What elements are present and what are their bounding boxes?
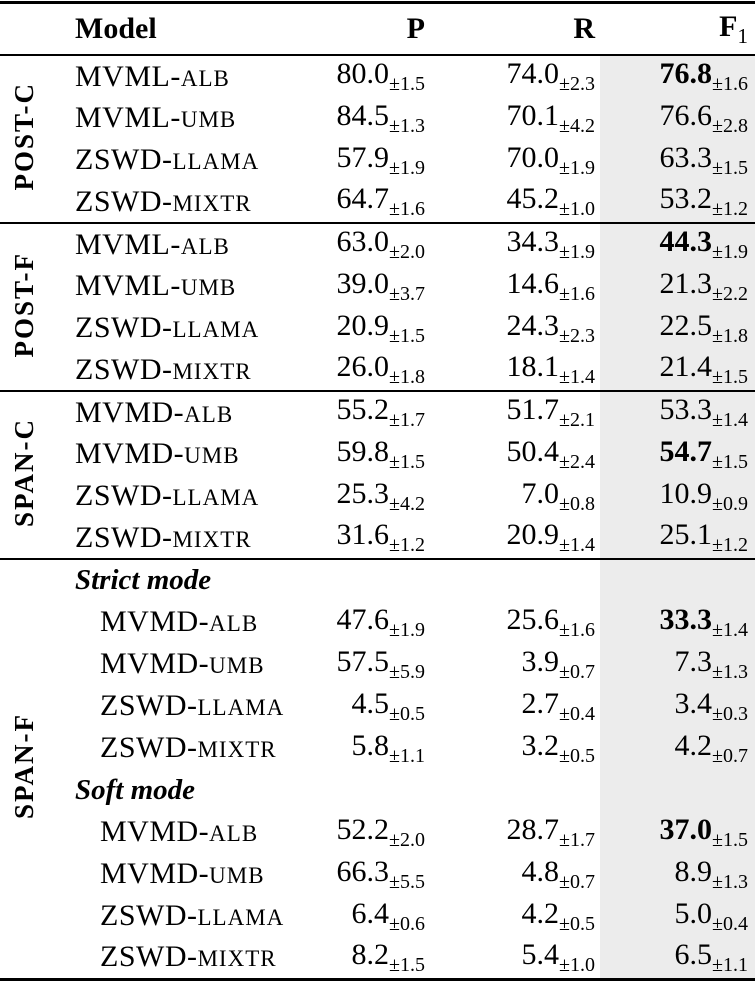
f1-stderr: ±1.3 bbox=[712, 660, 748, 683]
r-value: 70.0 bbox=[506, 140, 560, 174]
r-cell bbox=[430, 727, 600, 769]
f1-stderr: ±0.7 bbox=[712, 744, 748, 767]
model-suffix: LLAMA bbox=[197, 905, 285, 930]
f1-stderr: ±1.3 bbox=[712, 870, 748, 893]
table-row bbox=[0, 97, 755, 139]
r-value: 25.6 bbox=[506, 602, 560, 636]
p-cell bbox=[335, 265, 430, 307]
section-label-text: POST-F bbox=[8, 251, 39, 358]
model-suffix: ALB bbox=[180, 65, 230, 91]
model-main: ZSWD- bbox=[75, 479, 173, 512]
p-value: 31.6 bbox=[336, 518, 390, 551]
r-cell bbox=[430, 307, 600, 349]
f1-cell bbox=[600, 307, 755, 349]
r-stderr: ±1.4 bbox=[559, 366, 595, 388]
f1-cell bbox=[600, 391, 755, 433]
p-stderr: ±1.1 bbox=[389, 744, 425, 767]
table-row bbox=[0, 55, 755, 97]
f1-stderr: ±2.8 bbox=[712, 114, 748, 137]
f1-value: 21.3 bbox=[659, 266, 713, 300]
p-cell bbox=[335, 391, 430, 433]
model-cell bbox=[48, 643, 335, 685]
p-cell bbox=[335, 517, 430, 559]
f1-value: 25.1 bbox=[659, 518, 713, 551]
p-value: 57.5 bbox=[336, 644, 390, 678]
model-cell bbox=[48, 223, 335, 265]
model-suffix: ALB bbox=[209, 821, 259, 846]
f1-stderr: ±1.8 bbox=[712, 324, 748, 347]
r-cell bbox=[430, 601, 600, 643]
f1-cell bbox=[600, 937, 755, 979]
f1-stderr: ±1.9 bbox=[712, 241, 748, 263]
r-value: 2.7 bbox=[521, 686, 560, 720]
table-row bbox=[0, 265, 755, 307]
p-cell bbox=[335, 685, 430, 727]
model-suffix: ALB bbox=[209, 611, 259, 636]
r-stderr: ±1.6 bbox=[559, 618, 595, 641]
table-row bbox=[0, 601, 755, 643]
f1-value: 37.0 bbox=[659, 812, 713, 846]
f1-value: 6.5 bbox=[674, 937, 713, 971]
header-row bbox=[0, 3, 755, 56]
r-cell bbox=[430, 55, 600, 97]
p-stderr: ±1.5 bbox=[389, 324, 425, 347]
r-value: 18.1 bbox=[506, 350, 560, 383]
model-cell bbox=[48, 433, 335, 475]
model-cell bbox=[48, 727, 335, 769]
r-cell bbox=[430, 475, 600, 517]
p-stderr: ±4.2 bbox=[389, 492, 425, 515]
p-cell bbox=[335, 307, 430, 349]
r-cell bbox=[430, 685, 600, 727]
f1-value: 44.3 bbox=[659, 225, 713, 258]
p-value: 6.4 bbox=[351, 896, 390, 930]
r-value: 3.2 bbox=[521, 728, 560, 762]
f1-cell bbox=[600, 223, 755, 265]
model-main: MVMD- bbox=[75, 395, 185, 429]
model-cell bbox=[48, 139, 335, 181]
p-stderr: ±1.9 bbox=[389, 156, 425, 179]
f1-cell-empty bbox=[600, 559, 755, 601]
f1-stderr: ±1.2 bbox=[712, 198, 748, 220]
model-main: MVMD- bbox=[100, 815, 210, 848]
section-label-post-f bbox=[0, 223, 48, 391]
table-row bbox=[0, 643, 755, 685]
section-post-f bbox=[0, 223, 755, 391]
p-value: 59.8 bbox=[336, 434, 390, 468]
p-stderr: ±1.5 bbox=[389, 73, 425, 95]
col-header-model: Model bbox=[75, 12, 157, 45]
p-cell bbox=[335, 97, 430, 139]
r-stderr: ±0.7 bbox=[559, 660, 595, 683]
model-main: MVMD- bbox=[75, 437, 185, 470]
r-value: 5.4 bbox=[521, 937, 560, 971]
p-value: 52.2 bbox=[336, 812, 390, 846]
section-span-c bbox=[0, 391, 755, 559]
model-suffix: UMB bbox=[180, 275, 237, 300]
r-stderr: ±4.2 bbox=[559, 114, 595, 137]
model-suffix: LLAMA bbox=[197, 695, 285, 720]
p-stderr: ±0.5 bbox=[389, 702, 425, 725]
r-stderr: ±0.5 bbox=[559, 744, 595, 767]
p-value: 84.5 bbox=[336, 98, 390, 132]
model-suffix: MIXTR bbox=[197, 946, 277, 972]
f1-header-main: F bbox=[719, 9, 738, 43]
r-stderr: ±1.7 bbox=[559, 828, 595, 851]
section-label-text: SPAN-C bbox=[8, 418, 39, 527]
f1-cell bbox=[600, 727, 755, 769]
r-stderr: ±2.3 bbox=[559, 73, 595, 95]
table-row bbox=[0, 937, 755, 979]
model-main: ZSWD- bbox=[75, 352, 173, 386]
p-cell bbox=[335, 139, 430, 181]
f1-stderr: ±1.5 bbox=[712, 366, 748, 388]
r-cell bbox=[430, 937, 600, 979]
r-cell bbox=[430, 895, 600, 937]
f1-cell bbox=[600, 181, 755, 223]
f1-value: 8.9 bbox=[674, 854, 713, 888]
section-label-post-c bbox=[0, 55, 48, 223]
r-cell bbox=[430, 265, 600, 307]
r-value: 7.0 bbox=[521, 476, 560, 510]
model-cell bbox=[48, 265, 335, 307]
model-cell bbox=[48, 55, 335, 97]
r-cell bbox=[430, 391, 600, 433]
p-stderr: ±1.9 bbox=[389, 618, 425, 641]
p-cell bbox=[335, 727, 430, 769]
model-suffix: UMB bbox=[209, 653, 265, 678]
f1-value: 10.9 bbox=[659, 476, 713, 510]
p-value: 55.2 bbox=[336, 393, 390, 426]
r-stderr: ±2.3 bbox=[559, 324, 595, 347]
r-stderr: ±1.9 bbox=[559, 241, 595, 263]
p-value: 63.0 bbox=[336, 225, 390, 258]
mode-header-row bbox=[0, 559, 755, 601]
p-stderr: ±1.2 bbox=[389, 534, 425, 556]
r-stderr: ±0.4 bbox=[559, 702, 595, 725]
r-cell bbox=[430, 853, 600, 895]
f1-stderr: ±1.4 bbox=[712, 409, 748, 431]
model-main: MVML- bbox=[75, 59, 181, 93]
f1-value: 21.4 bbox=[659, 350, 713, 383]
section-label-text: SPAN-F bbox=[8, 713, 39, 820]
model-main: ZSWD- bbox=[75, 311, 173, 344]
r-value: 34.3 bbox=[506, 225, 560, 258]
model-cell bbox=[48, 601, 335, 643]
f1-header-subscript: 1 bbox=[737, 23, 748, 48]
r-cell bbox=[430, 181, 600, 223]
table-row bbox=[0, 349, 755, 391]
r-value: 20.9 bbox=[506, 518, 560, 551]
col-header-recall: R bbox=[573, 12, 595, 45]
p-stderr: ±5.9 bbox=[389, 660, 425, 683]
p-cell bbox=[335, 55, 430, 97]
p-value: 4.5 bbox=[351, 686, 390, 720]
f1-cell bbox=[600, 685, 755, 727]
f1-stderr: ±1.5 bbox=[712, 450, 748, 473]
table-row bbox=[0, 685, 755, 727]
f1-cell bbox=[600, 643, 755, 685]
f1-cell bbox=[600, 265, 755, 307]
model-suffix: UMB bbox=[209, 863, 265, 888]
f1-value: 4.2 bbox=[674, 728, 713, 762]
r-stderr: ±1.9 bbox=[559, 156, 595, 179]
p-cell bbox=[335, 895, 430, 937]
f1-cell bbox=[600, 55, 755, 97]
p-value: 8.2 bbox=[351, 937, 390, 971]
p-cell bbox=[335, 937, 430, 979]
model-suffix: MIXTR bbox=[197, 737, 277, 762]
table-row bbox=[0, 391, 755, 433]
model-cell bbox=[48, 307, 335, 349]
p-stderr: ±1.6 bbox=[389, 198, 425, 220]
mode-label-soft: Soft mode bbox=[75, 773, 196, 806]
model-cell bbox=[48, 685, 335, 727]
p-value: 47.6 bbox=[336, 602, 390, 636]
f1-value: 53.2 bbox=[659, 182, 713, 215]
results-table bbox=[0, 1, 755, 981]
p-value: 80.0 bbox=[336, 57, 390, 90]
table-row bbox=[0, 433, 755, 475]
r-stderr: ±1.4 bbox=[559, 534, 595, 556]
r-value: 28.7 bbox=[506, 812, 560, 846]
table-row bbox=[0, 811, 755, 853]
model-suffix: LLAMA bbox=[172, 149, 260, 174]
p-value: 26.0 bbox=[336, 350, 390, 383]
model-cell bbox=[48, 181, 335, 223]
f1-value: 76.6 bbox=[659, 98, 713, 132]
r-value: 4.8 bbox=[521, 854, 560, 888]
p-cell bbox=[335, 643, 430, 685]
r-stderr: ±2.1 bbox=[559, 409, 595, 431]
p-cell bbox=[335, 181, 430, 223]
r-cell bbox=[430, 97, 600, 139]
r-cell bbox=[430, 139, 600, 181]
r-value: 3.9 bbox=[521, 644, 560, 678]
r-cell bbox=[430, 223, 600, 265]
p-stderr: ±1.7 bbox=[389, 409, 425, 431]
p-cell bbox=[335, 475, 430, 517]
p-value: 66.3 bbox=[336, 854, 390, 888]
table-row bbox=[0, 475, 755, 517]
table-row bbox=[0, 517, 755, 559]
section-span-f bbox=[0, 559, 755, 979]
model-suffix: LLAMA bbox=[172, 317, 260, 342]
model-cell bbox=[48, 97, 335, 139]
p-stderr: ±1.3 bbox=[389, 114, 425, 137]
model-cell bbox=[48, 391, 335, 433]
p-stderr: ±1.5 bbox=[389, 450, 425, 473]
p-stderr: ±2.0 bbox=[389, 828, 425, 851]
f1-cell bbox=[600, 97, 755, 139]
f1-cell-empty bbox=[600, 769, 755, 811]
model-main: MVML- bbox=[75, 227, 181, 261]
mode-label-strict: Strict mode bbox=[75, 564, 212, 596]
p-cell bbox=[335, 601, 430, 643]
f1-cell bbox=[600, 475, 755, 517]
model-suffix: MIXTR bbox=[172, 526, 252, 552]
model-suffix: ALB bbox=[180, 233, 230, 259]
p-cell bbox=[335, 349, 430, 391]
f1-value: 63.3 bbox=[659, 140, 713, 174]
model-main: MVML- bbox=[75, 101, 181, 134]
f1-value: 53.3 bbox=[659, 393, 713, 426]
model-main: ZSWD- bbox=[100, 940, 198, 974]
f1-value: 7.3 bbox=[674, 644, 713, 678]
model-main: ZSWD- bbox=[100, 689, 198, 722]
f1-value: 54.7 bbox=[659, 434, 713, 468]
p-stderr: ±0.6 bbox=[389, 912, 425, 935]
f1-stderr: ±1.5 bbox=[712, 156, 748, 179]
col-header-precision: P bbox=[406, 12, 425, 45]
p-value: 5.8 bbox=[351, 728, 390, 762]
r-value: 45.2 bbox=[506, 182, 560, 215]
p-cell bbox=[335, 853, 430, 895]
section-label-text: POST-C bbox=[8, 82, 39, 191]
model-main: MVMD- bbox=[100, 857, 210, 890]
r-value: 50.4 bbox=[506, 434, 560, 468]
f1-cell bbox=[600, 853, 755, 895]
f1-stderr: ±1.6 bbox=[712, 73, 748, 95]
table-row bbox=[0, 307, 755, 349]
r-value: 24.3 bbox=[506, 308, 560, 342]
col-header-section bbox=[0, 3, 48, 56]
f1-stderr: ±0.3 bbox=[712, 702, 748, 725]
p-stderr: ±3.7 bbox=[389, 282, 425, 305]
f1-stderr: ±1.5 bbox=[712, 828, 748, 851]
model-suffix: ALB bbox=[184, 401, 234, 427]
r-stderr: ±0.7 bbox=[559, 870, 595, 893]
f1-cell bbox=[600, 601, 755, 643]
p-value: 25.3 bbox=[336, 476, 390, 510]
f1-cell bbox=[600, 349, 755, 391]
r-value: 70.1 bbox=[506, 98, 560, 132]
model-cell bbox=[48, 517, 335, 559]
table-row bbox=[0, 853, 755, 895]
model-cell bbox=[48, 895, 335, 937]
p-value: 57.9 bbox=[336, 140, 390, 174]
f1-cell bbox=[600, 517, 755, 559]
table-row bbox=[0, 139, 755, 181]
table-row bbox=[0, 895, 755, 937]
r-value: 4.2 bbox=[521, 896, 560, 930]
p-stderr: ±1.8 bbox=[389, 366, 425, 388]
model-main: ZSWD- bbox=[100, 899, 198, 932]
r-value: 14.6 bbox=[506, 266, 560, 300]
table-row bbox=[0, 223, 755, 265]
f1-value: 3.4 bbox=[674, 686, 713, 720]
r-cell bbox=[430, 811, 600, 853]
p-stderr: ±5.5 bbox=[389, 870, 425, 893]
f1-value: 76.8 bbox=[659, 57, 713, 90]
r-stderr: ±2.4 bbox=[559, 450, 595, 473]
model-cell bbox=[48, 853, 335, 895]
model-main: MVMD- bbox=[100, 605, 210, 638]
model-main: MVMD- bbox=[100, 647, 210, 680]
p-stderr: ±2.0 bbox=[389, 241, 425, 263]
model-suffix: LLAMA bbox=[172, 485, 260, 510]
model-suffix: MIXTR bbox=[172, 358, 252, 384]
f1-stderr: ±2.2 bbox=[712, 282, 748, 305]
model-suffix: MIXTR bbox=[172, 190, 252, 216]
model-main: ZSWD- bbox=[75, 184, 173, 218]
model-suffix: UMB bbox=[180, 107, 237, 132]
r-cell bbox=[430, 517, 600, 559]
f1-stderr: ±0.9 bbox=[712, 492, 748, 515]
col-header-f1 bbox=[600, 3, 755, 56]
model-cell bbox=[48, 349, 335, 391]
model-suffix: UMB bbox=[184, 443, 240, 468]
r-cell bbox=[430, 433, 600, 475]
model-cell bbox=[48, 475, 335, 517]
model-main: ZSWD- bbox=[75, 520, 173, 554]
f1-cell bbox=[600, 433, 755, 475]
p-value: 20.9 bbox=[336, 308, 390, 342]
section-post-c bbox=[0, 55, 755, 223]
r-cell bbox=[430, 643, 600, 685]
section-label-span-f bbox=[0, 559, 48, 979]
f1-value: 22.5 bbox=[659, 308, 713, 342]
model-cell bbox=[48, 811, 335, 853]
p-cell bbox=[335, 223, 430, 265]
table-header bbox=[0, 3, 755, 56]
mode-header-row bbox=[0, 769, 755, 811]
model-main: MVML- bbox=[75, 269, 181, 302]
r-stderr: ±0.8 bbox=[559, 492, 595, 515]
f1-value: 5.0 bbox=[674, 896, 713, 930]
section-label-span-c bbox=[0, 391, 48, 559]
p-value: 64.7 bbox=[336, 182, 390, 215]
model-main: ZSWD- bbox=[75, 143, 173, 176]
f1-stderr: ±1.4 bbox=[712, 618, 748, 641]
f1-stderr: ±0.4 bbox=[712, 912, 748, 935]
r-stderr: ±1.0 bbox=[559, 198, 595, 220]
p-stderr: ±1.5 bbox=[389, 953, 425, 976]
p-cell bbox=[335, 433, 430, 475]
p-value: 39.0 bbox=[336, 266, 390, 300]
model-main: ZSWD- bbox=[100, 731, 198, 764]
f1-cell bbox=[600, 811, 755, 853]
table-row bbox=[0, 727, 755, 769]
p-cell bbox=[335, 811, 430, 853]
r-stderr: ±0.5 bbox=[559, 912, 595, 935]
r-cell bbox=[430, 349, 600, 391]
f1-value: 33.3 bbox=[659, 602, 713, 636]
r-stderr: ±1.0 bbox=[559, 953, 595, 976]
r-value: 51.7 bbox=[506, 393, 560, 426]
r-value: 74.0 bbox=[506, 57, 560, 90]
r-stderr: ±1.6 bbox=[559, 282, 595, 305]
f1-stderr: ±1.2 bbox=[712, 534, 748, 556]
f1-stderr: ±1.1 bbox=[712, 953, 748, 976]
model-cell bbox=[48, 937, 335, 979]
f1-cell bbox=[600, 895, 755, 937]
table-row bbox=[0, 181, 755, 223]
f1-cell bbox=[600, 139, 755, 181]
